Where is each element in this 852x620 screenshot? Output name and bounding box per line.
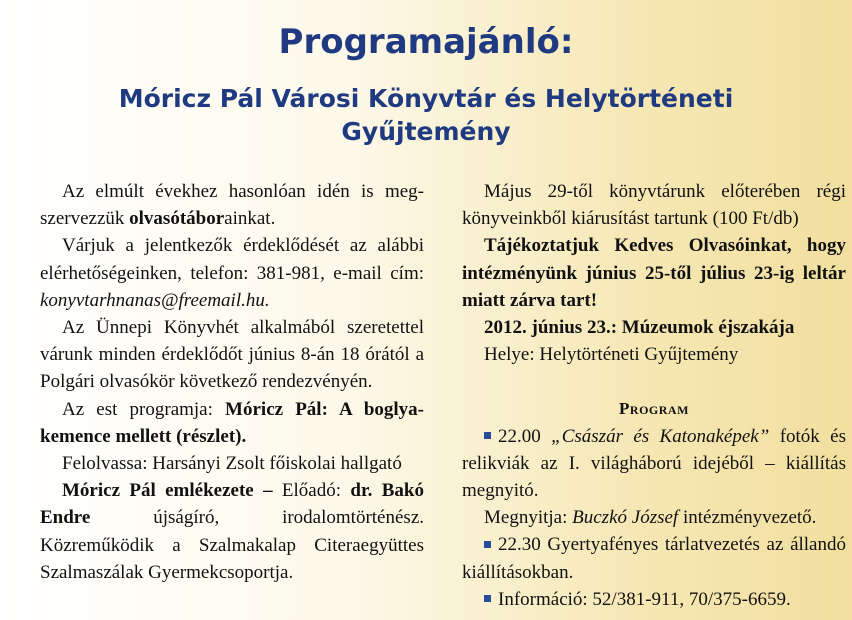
text: intézményvezető. xyxy=(678,507,817,529)
text: ainkat. xyxy=(224,208,276,230)
text: Információ: 52/381-911, 70/375-6659. xyxy=(498,588,791,610)
email-link[interactable]: konyvtarhnanas@freemail.hu. xyxy=(40,289,270,311)
page-title: Programajánló: xyxy=(278,22,574,62)
text: 22.30 Gyertyafényes tárlatvezetés az állandó kiállításokban. xyxy=(462,534,846,583)
paragraph-reading-camp xyxy=(40,178,424,232)
text: Megnyitja: xyxy=(484,507,573,529)
paragraph-closure-notice: Tájékoztatjuk Kedves Olvasóinkat, hogy intézményünk június 25-től július 23-ig leltár miatt zárva tart! xyxy=(462,235,846,311)
paragraph-program xyxy=(40,396,424,450)
program-item xyxy=(462,531,846,585)
paragraph-contact xyxy=(40,232,424,314)
right-column xyxy=(462,178,846,613)
text-bold: olvasótábor xyxy=(129,208,225,230)
program-item xyxy=(462,586,846,613)
text-italic: Buczkó József xyxy=(572,507,679,529)
program-item xyxy=(462,423,846,505)
text: fotók és relikviák az I. világháború idejéből – kiállítás megnyitó. xyxy=(462,425,847,502)
text: Előadó: xyxy=(281,480,351,502)
text: Várjuk a jelentkezők érdeklődését az alábbi elérhetőségeinken, telefon: 381-981, e-mail cím: xyxy=(40,235,424,284)
text-bold: Móricz Pál: A boglyakemence mellett (részlet). xyxy=(40,398,424,447)
left-column xyxy=(40,178,424,586)
bullet-icon xyxy=(484,595,491,602)
bullet-icon xyxy=(484,432,491,439)
paragraph-memorial xyxy=(40,477,424,586)
text-bold: Móricz Pál emlékezete – xyxy=(62,480,282,502)
text-italic: „Császár és Katonaképek” xyxy=(551,425,770,447)
bullet-icon xyxy=(484,541,491,548)
text: újságíró, irodalomtörténész. Közreműködik a Szalmakalap Citeraegyüttes Szalmaszálak Gyermekcsoportja. xyxy=(40,507,424,583)
program-heading: Program xyxy=(619,399,689,419)
paragraph-museum-night: 2012. június 23.: Múzeumok éjszakája xyxy=(484,317,795,339)
text: 22.00 xyxy=(498,425,552,447)
paragraph-reader: Felolvassa: Harsányi Zsolt főiskolai hallgató xyxy=(62,453,402,475)
paragraph-venue: Helye: Helytörténeti Gyűjtemény xyxy=(484,344,739,366)
page-subtitle: Móricz Pál Városi Könyvtár és Helytörténeti Gyűjtemény xyxy=(118,84,734,146)
text-bold: dr. Bakó Endre xyxy=(40,480,424,529)
text: Az elmúlt évekhez hasonlóan idén is megszervezzük xyxy=(40,181,424,230)
text: Az est programja: xyxy=(62,398,226,420)
paragraph-book-sale: Május 29-től könyvtárunk előterében régi könyveinkből kiárusítást tartunk (100 Ft/db) xyxy=(462,181,846,230)
paragraph-opener xyxy=(462,504,846,531)
paragraph-book-week: Az Ünnepi Könyvhét alkalmából szeretettel várunk minden érdeklődőt június 8-án 18 órától a Polgári olvasókör következő rendezvényén. xyxy=(40,317,424,393)
